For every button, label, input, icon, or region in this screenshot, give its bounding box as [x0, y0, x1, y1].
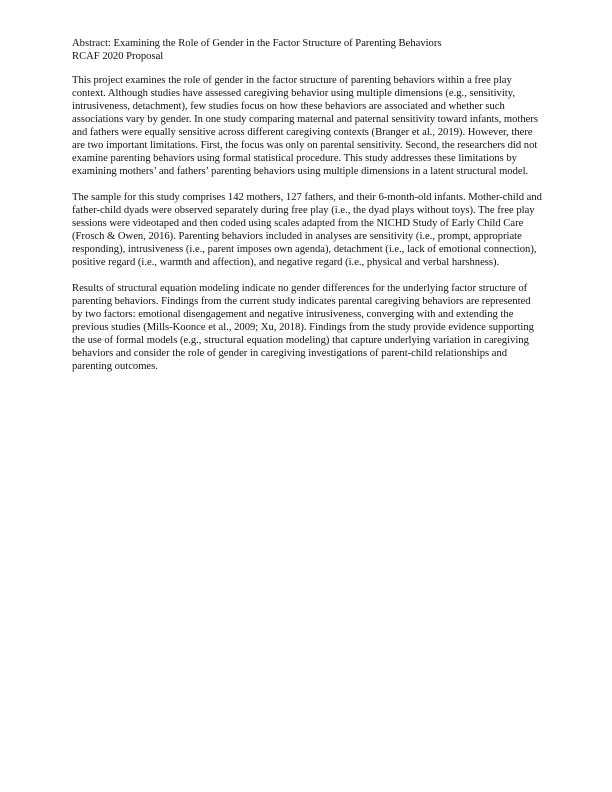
document-header: [72, 37, 542, 63]
document-title: Abstract: Examining the Role of Gender in the Factor Structure of Parenting Behaviors: [72, 38, 442, 49]
document-subtitle: RCAF 2020 Proposal: [72, 51, 164, 62]
abstract-paragraph-intro: This project examines the role of gender in the factor structure of parenting behaviors within a free play context. Although studies have assessed caregiving behavior using multiple dimensions (e.g., sensitivity, intrusiveness, detachment), few studies focus on how these behaviors are associated and whether such associations vary by gender. In one study comparing maternal and paternal sensitivity toward infants, mothers and fathers were equally sensitive across different caregiving contexts (Branger et al., 2019). However, there are two important limitations. First, the focus was only on parental sensitivity. Second, the researchers did not examine parenting behaviors using formal statistical procedure. This study addresses these limitations by examining mothers’ and fathers’ parenting behaviors using multiple dimensions in a latent structural model.: [72, 75, 539, 177]
abstract-paragraph-results: Results of structural equation modeling indicate no gender differences for the underlying factor structure of parenting behaviors. Findings from the current study indicates parental caregiving behaviors are represented by two factors: emotional disengagement and negative intrusiveness, converging with and extending the previous studies (Mills-Koonce et al., 2009; Xu, 2018). Findings from the study provide evidence supporting the use of formal models (e.g., structural equation modeling) that capture underlying variation in caregiving behaviors and consider the role of gender in caregiving investigations of parent-child relationships and parenting outcomes.: [72, 283, 534, 372]
document-page: [72, 37, 542, 386]
abstract-paragraph-methods: The sample for this study comprises 142 mothers, 127 fathers, and their 6-month-old infants. Mother-child and father-child dyads were observed separately during free play (i.e., the dyad plays without toys). The free play sessions were videotaped and then coded using scales adapted from the NICHD Study of Early Child Care (Frosch & Owen, 2016). Parenting behaviors included in analyses are sensitivity (i.e., prompt, appropriate responding), intrusiveness (i.e., parent imposes own agenda), detachment (i.e., lack of emotional connection), positive regard (i.e., warmth and affection), and negative regard (i.e., physical and verbal harshness).: [72, 192, 542, 268]
